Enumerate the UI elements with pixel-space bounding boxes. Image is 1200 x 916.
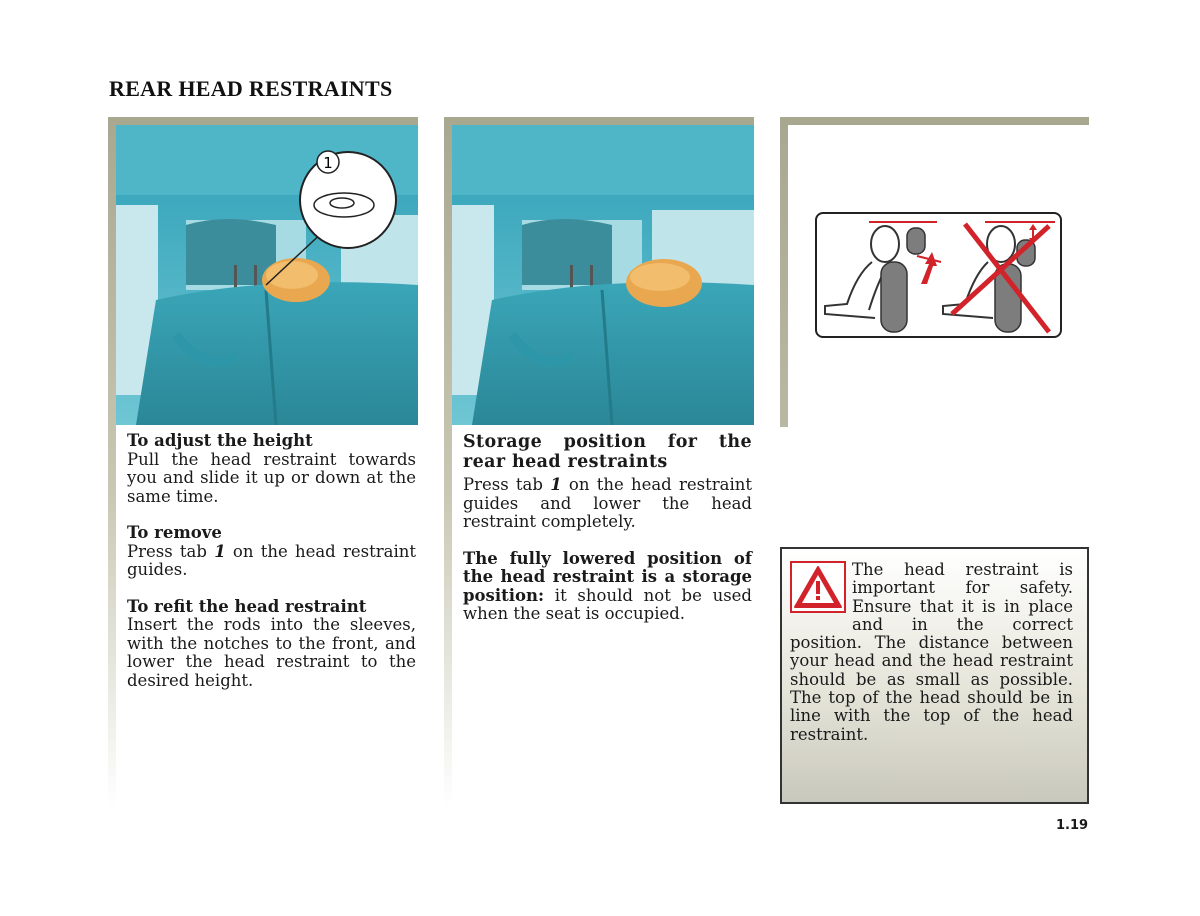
rear-seat-photo-lowered: [452, 125, 754, 425]
warning-triangle-icon: [790, 561, 846, 613]
body-refit: Insert the rods into the sleeves, with the notches to the front, and lower the head restraint to the desired height.: [127, 615, 416, 690]
column1-text: [127, 432, 416, 690]
column2-text: [463, 432, 752, 624]
body-adjust-height: Pull the head restraint towards you and slide it up or down at the same time.: [127, 449, 416, 506]
body-storage: Press tab 1 on the head restraint guides and lower the head restraint completely.: [463, 475, 752, 531]
frame-side: [444, 117, 452, 807]
page-title: REAR HEAD RESTRAINTS: [109, 76, 393, 101]
heading-refit: To refit the head restraint: [127, 596, 367, 616]
safety-warning-box: [780, 547, 1089, 804]
warning-text-wrap: [790, 561, 1073, 744]
warning-text: The head restraint is important for safety. Ensure that it is in place and in the correct position. The distance between your head and the head restraint should be as small as possible. The top of the head should be in line with the top of the head restraint.: [790, 560, 1073, 744]
heading-storage: Storage position for the rear head restraints: [463, 432, 752, 472]
body-storage-warning: The fully lowered position of the head restraint is a storage position: it should not be used when the seat is occupied.: [463, 548, 752, 623]
frame-side-right: [780, 117, 788, 427]
frame-side: [108, 117, 116, 807]
frame-bar: [108, 117, 418, 125]
frame-bar-right: [780, 117, 1089, 125]
heading-remove: To remove: [127, 523, 222, 542]
rear-seat-photo: [116, 125, 418, 425]
head-restraint-position-diagram: [815, 212, 1062, 338]
page-number: 1.19: [1056, 818, 1089, 833]
callout-number: 1: [323, 154, 333, 172]
warning-icon-slot: [790, 561, 852, 619]
heading-adjust-height: To adjust the height: [127, 431, 313, 450]
body-remove: Press tab 1 on the head restraint guides.: [127, 541, 416, 579]
frame-bar: [444, 117, 754, 125]
